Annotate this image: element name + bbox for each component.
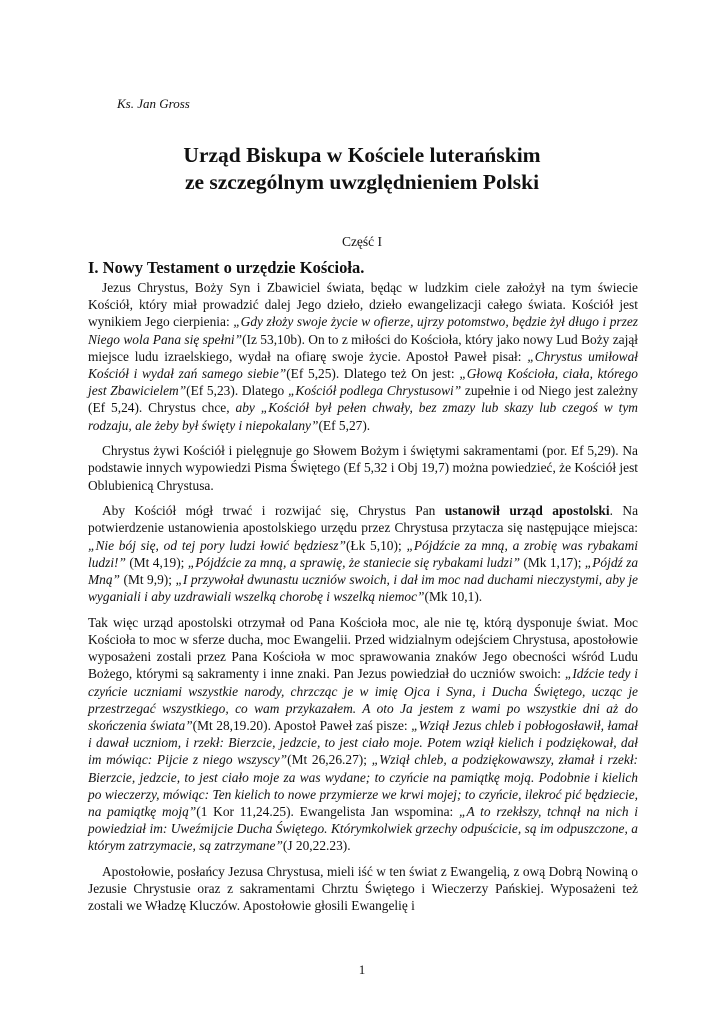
quotation-text: „Wziął Jezus chleb i pobłogosławił, łamał i dawał uczniom, i rzekł: Bierzcie, jedzcie, to jest ciało moje. Potem wziął kielich i podziękował, dał im mówiąc: Pijcie z niego wszyscy” — [88, 718, 638, 768]
paragraph — [88, 502, 638, 605]
quotation-text: „Nie bój się, od tej pory ludzi łowić będziesz” — [88, 537, 346, 553]
text-run: Aby Kościół mógł trwać i rozwijać się, Chrystus Pan — [102, 503, 445, 519]
text-run: Apostołowie, posłańcy Jezusa Chrystusa, mieli iść w ten świat z Ewangelią, z ową Dobrą Nowiną o Jezusie Chrystusie oraz z sakramentami Chrztu Świętego i Wieczerzy Pańskiej. Wyposażeni też zostali we Władzę Kluczów. Apostołowie głosili Ewangelię i — [88, 864, 638, 914]
quotation-text: „Chrystus umiłował Kościół i wydał zań samego siebie” — [88, 348, 639, 382]
text-run: . Na potwierdzenie ustanowienia apostolskiego urzędu przez Chrystusa przytacza się następujące miejsca: — [88, 503, 639, 536]
part-label: Część I — [341, 234, 383, 249]
text-run: (Łk 5,10); — [345, 537, 407, 553]
paragraph — [88, 279, 638, 434]
author-name: Ks. Jan Gross — [117, 96, 190, 111]
quotation-text: „I przywołał dwunastu uczniów swoich, i dał im moc nad duchami nieczystymi, aby je wyganiali i aby uzdrawiali wszelką chorobę i wszelką niemoc” — [88, 572, 639, 605]
text-run: (1 Kor 11,24.25). Ewangelista Jan wspomina: — [196, 804, 460, 820]
text-run: (Ef 5,27). — [318, 417, 371, 433]
document-title — [88, 142, 636, 196]
text-run: (Iz 53,10b). On to z miłości do Kościoła, który jako nowy Lud Boży zajął miejsce ludu izraelskiego, wydał na ofiarę swoje życie. Apostoł Paweł pisał: — [88, 331, 639, 364]
quotation-text: „Idźcie tedy i czyńcie uczniami wszystkie narody, chrzcząc je w imię Ojca i Syna, i Ducha Świętego, ucząc je przestrzegać wszystkiego, co wam przykazałem. A oto Ja jestem z wami po wszystkie dni aż do skończenia świata” — [88, 666, 639, 734]
text-run: (Mk 10,1). — [424, 589, 483, 605]
text-run: (Mt 26,26.27); — [287, 752, 372, 768]
title-line-2: ze szczególnym uwzględnieniem Polski — [184, 170, 540, 194]
page-number: 1 — [358, 962, 366, 977]
section-heading: I. Nowy Testament o urzędzie Kościoła. — [88, 258, 365, 277]
emphasis-text: ustanowił urząd apostolski — [444, 503, 610, 519]
text-run: Jezus Chrystus, Boży Syn i Zbawiciel świata, będąc w ludzkim ciele założył na tym świecie Kościół, który miał prowadzić dalej Jego dzieło, dzieło ewangelizacji całego świata. Kościół jest wynikiem Jego cierpienia: — [88, 280, 638, 330]
quotation-text: aby „Kościół był pełen chwały, bez zmazy lub skazy lub czegoś w tym rodzaju, ale żeby był święty i niepokalany” — [88, 400, 638, 433]
quotation-text: „Wziął chleb, a podziękowawszy, złamał i rzekł: Bierzcie, jedzcie, to jest ciało moje za was wydane; to czyńcie na pamiątkę moją. Podobnie i kielich po wieczerzy, mówiąc: Ten kielich to nowe przymierze we krwi mojej; to czyńcie, ilekroć pić będziecie, na pamiątkę moją” — [88, 752, 638, 820]
quotation-text: „Pójdź za Mną” — [88, 554, 639, 588]
paragraph — [88, 442, 638, 494]
title-line-1: Urząd Biskupa w Kościele luterańskim — [183, 143, 541, 167]
quotation-text: „Kościół podlega Chrystusowi” — [287, 383, 462, 399]
text-run: (Ef 5,23). Dlatego — [186, 383, 288, 399]
paragraph — [88, 863, 638, 915]
text-run: zupełnie i od Niego jest zależny (Ef 5,24). Chrystus chce, — [88, 383, 638, 416]
text-run: Tak więc urząd apostolski otrzymał od Pana Kościoła moc, ale nie tę, którą dysponuje świat. Moc Kościoła to moc w sferze ducha, moc Ewangelii. Przed widzialnym odejściem Chrystusa, apostołowie wyposażeni zostali przez Pana Kościoła w moc sprawowania znaków Jego obecności wśród Ludu Bożego, którymi są sakramenty i inne znaki. Pan Jezus powiedział do uczniów swoich: — [88, 614, 638, 682]
quotation-text: „Pójdźcie za mną, a sprawię, że staniecie się rybakami ludzi” — [187, 554, 521, 570]
text-run: (Mt 28,19.20). Apostoł Paweł zaś pisze: — [192, 718, 412, 734]
text-run: (J 20,22.23). — [282, 838, 351, 854]
paragraph — [88, 614, 638, 855]
text-run: (Mk 1,17); — [520, 554, 585, 570]
text-run: (Mt 9,9); — [120, 572, 176, 588]
text-run: (Mt 4,19); — [125, 554, 188, 570]
quotation-text: „Gdy złoży swoje życie w ofierze, ujrzy potomstwo, będzie żył długo i przez Niego wola Pana się spełni” — [88, 314, 638, 347]
quotation-text: „Pójdźcie za mną, a zrobię was rybakami ludzi!” — [88, 537, 638, 570]
text-run: Chrystus żywi Kościół i pielęgnuje go Słowem Bożym i świętymi sakramentami (por. Ef 5,29). Na podstawie innych wypowiedzi Pisma Świętego (Ef 5,32 i Obj 19,7) można powiedzieć, że Kościół jest Oblubienicą Chrystusa. — [88, 443, 639, 493]
quotation-text: „A to rzekłszy, tchnął na nich i powiedział im: Uweźmijcie Ducha Świętego. Którymkolwiek grzechy odpuścicie, są im odpuszczone, a którym zatrzymacie, są zatrzymane” — [88, 804, 639, 854]
quotation-text: „Głową Kościoła, ciała, którego jest Zbawicielem” — [88, 366, 638, 399]
body-text — [88, 279, 638, 923]
text-run: (Ef 5,25). Dlatego też On jest: — [286, 366, 460, 382]
